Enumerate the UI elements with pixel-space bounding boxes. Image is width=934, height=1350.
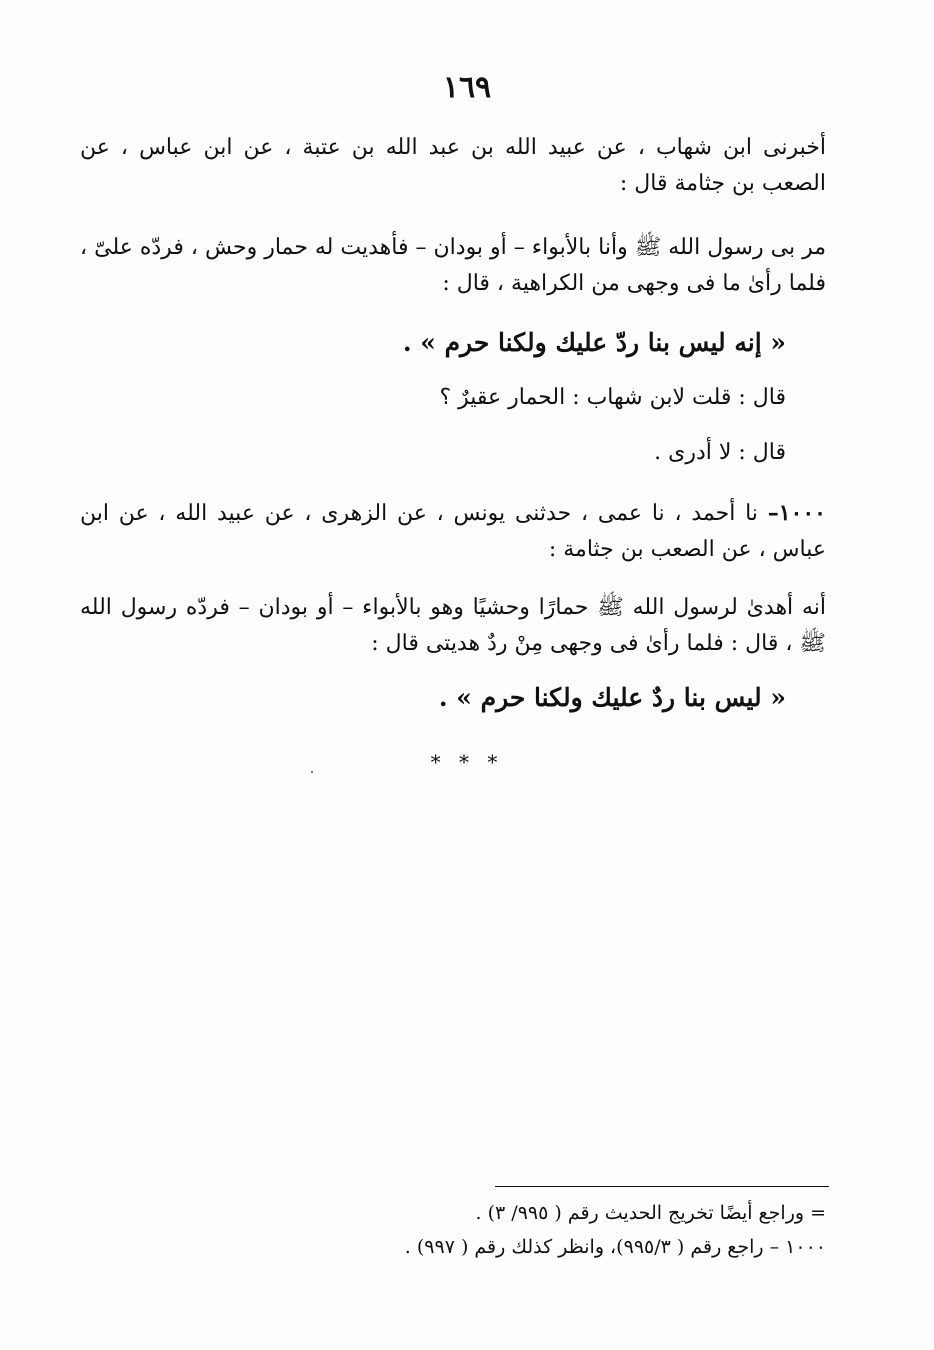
prophetic-quote-2 bbox=[80, 680, 826, 716]
hadith-1000-isnad bbox=[80, 495, 826, 568]
hadith-999-matn bbox=[80, 230, 826, 302]
footnote-divider bbox=[495, 1186, 829, 1187]
prophetic-quote-1 bbox=[80, 325, 826, 361]
hadith-number: ١٠٠٠– bbox=[767, 500, 826, 526]
hadith-1000-isnad-text: نا أحمد ، نا عمى ، حدثنى يونس ، عن الزهرى ، عن عبيد الله ، عن ابن عباس ، عن الصعب بن جثامة : bbox=[80, 501, 826, 562]
hadith-999-isnad bbox=[80, 130, 826, 202]
footnotes bbox=[290, 1196, 826, 1264]
hadith-1000-line bbox=[80, 495, 826, 568]
page-number: ١٦٩ bbox=[442, 70, 492, 105]
matn-text-2: أنه أهدىٰ لرسول الله ﷺ حمارًا وحشيًا وهو بالأبواء – أو بودان – فردّه رسول الله ﷺ ، قال : فلما رأىٰ فى وجهى مِنْ ردٌ هديتى قال : bbox=[80, 595, 826, 656]
footnote-1000: ١٠٠٠ – راجع رقم ( ٩٩٥/٣)، وانظر كذلك رقم ( ٩٩٧) . bbox=[404, 1236, 826, 1258]
section-break-asterisks: * * * bbox=[430, 750, 504, 774]
quote-text-2: « ليس بنا ردٌ عليك ولكنا حرم » . bbox=[438, 683, 786, 712]
question-text: قال : قلت لابن شهاب : الحمار عقيرٌ ؟ bbox=[439, 385, 786, 410]
quote-text: « إنه ليس بنا ردّ عليك ولكنا حرم » . bbox=[402, 328, 786, 357]
isnad-text: أخبرنى ابن شهاب ، عن عبيد الله بن عبد الله بن عتبة ، عن ابن عباس ، عن الصعب بن جثامة قال : bbox=[80, 135, 826, 196]
scan-speck bbox=[311, 771, 313, 773]
footnote-continued: = وراجع أيضًا تخريج الحديث رقم ( ٩٩٥/ ٣) . bbox=[475, 1202, 826, 1224]
answer-text: قال : لا أدرى . bbox=[654, 440, 786, 465]
narrator-question bbox=[80, 380, 826, 416]
hadith-1000-matn bbox=[80, 590, 826, 662]
narrator-answer bbox=[80, 435, 826, 471]
matn-text: مر بى رسول الله ﷺ وأنا بالأبواء – أو بودان – فأهديت له حمار وحش ، فردّه علىّ ، فلما رأىٰ ما فى وجهى من الكراهية ، قال : bbox=[80, 235, 826, 296]
